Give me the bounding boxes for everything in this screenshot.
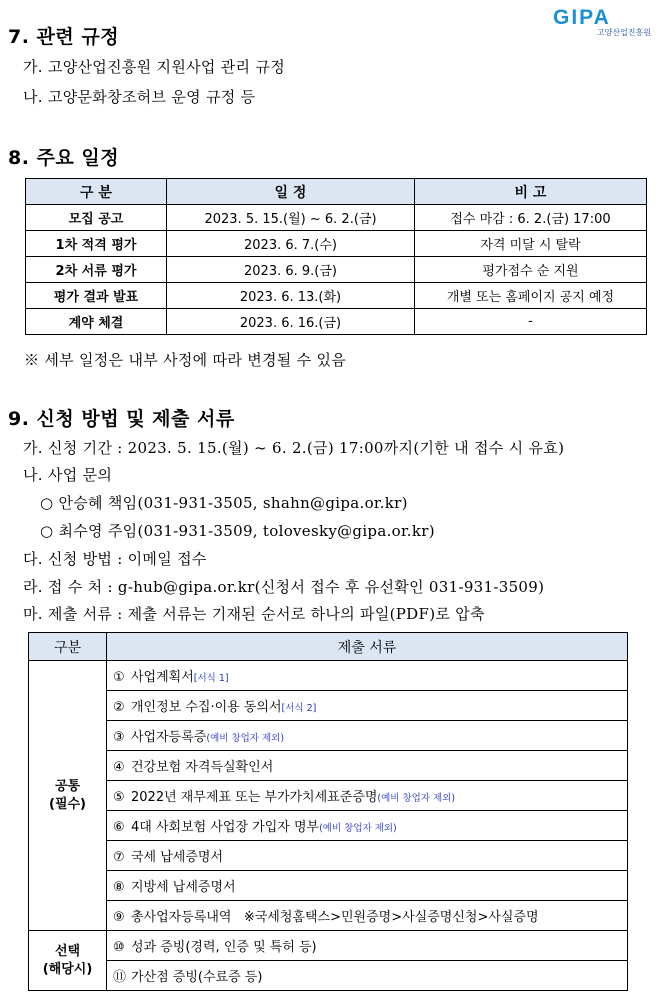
schedule-date: 2023. 5. 15.(월) ~ 6. 2.(금) — [167, 205, 415, 231]
schedule-category: 모집 공고 — [26, 205, 167, 231]
contact-ahn: ○ 안승혜 책임(031-931-3505, shahn@gipa.or.kr) — [40, 494, 408, 512]
group-optional-label: 선택 (해당시) — [42, 943, 93, 977]
logo-subtitle: 고양산업진흥원 — [596, 28, 651, 37]
section7-heading: 7. 관련 규정 — [8, 26, 120, 48]
table-row — [29, 841, 628, 871]
schedule-remark: 개별 또는 홈페이지 공지 예정 — [415, 283, 647, 309]
document-item: ⑧ 지방세 납세증명서 — [107, 871, 628, 901]
schedule-category: 평가 결과 발표 — [26, 283, 167, 309]
document-item: ③ 사업자등록증(예비 창업자 제외) — [107, 721, 628, 751]
schedule-category: 2차 서류 평가 — [26, 257, 167, 283]
table-row — [29, 811, 628, 841]
schedule-header-row — [26, 179, 647, 205]
document-item: ⑤ 2022년 재무제표 또는 부가가치세표준증명(예비 창업자 제외) — [107, 781, 628, 811]
business-inquiry: 나. 사업 문의 — [23, 466, 113, 484]
table-row — [29, 751, 628, 781]
table-row — [29, 961, 628, 991]
schedule-date: 2023. 6. 7.(수) — [167, 231, 415, 257]
documents-header-category: 구분 — [29, 633, 107, 661]
section7-item-2: 나. 고양문화창조허브 운영 규정 등 — [23, 88, 256, 106]
schedule-header-remark: 비 고 — [415, 179, 647, 205]
schedule-remark: 평가점수 순 지원 — [415, 257, 647, 283]
table-row — [26, 205, 647, 231]
table-row — [29, 661, 628, 691]
documents-header-row — [29, 633, 628, 661]
contact-choi: ○ 최수영 주임(031-931-3509, tolovesky@gipa.or.kr) — [40, 522, 435, 540]
schedule-note: ※ 세부 일정은 내부 사정에 따라 변경될 수 있음 — [24, 351, 347, 369]
table-row — [26, 231, 647, 257]
table-row — [29, 901, 628, 931]
document-item: ⑩ 성과 증빙(경력, 인증 및 특허 등) — [107, 931, 628, 961]
schedule-remark: - — [415, 309, 647, 335]
table-row — [26, 309, 647, 335]
table-row — [29, 721, 628, 751]
table-row — [29, 871, 628, 901]
documents-header-docs: 제출 서류 — [107, 633, 628, 661]
gipa-logo — [553, 6, 653, 38]
document-item: ④ 건강보험 자격득실확인서 — [107, 751, 628, 781]
section7-item-1: 가. 고양산업진흥원 지원사업 관리 규정 — [23, 58, 285, 76]
table-row — [29, 781, 628, 811]
document-item: ① 사업계획서[서식 1] — [107, 661, 628, 691]
application-method: 다. 신청 방법 : 이메일 접수 — [23, 550, 207, 568]
schedule-header-category: 구 분 — [26, 179, 167, 205]
document-item: ⑪ 가산점 증빙(수료증 등) — [107, 961, 628, 991]
schedule-date: 2023. 6. 16.(금) — [167, 309, 415, 335]
group-optional — [29, 931, 107, 991]
schedule-header-date: 일 정 — [167, 179, 415, 205]
schedule-remark: 자격 미달 시 탈락 — [415, 231, 647, 257]
schedule-table — [25, 178, 647, 335]
application-period: 가. 신청 기간 : 2023. 5. 15.(월) ~ 6. 2.(금) 17:00까지(기한 내 접수 시 유효) — [23, 439, 565, 457]
section9-heading: 9. 신청 방법 및 제출 서류 — [8, 408, 235, 430]
documents-table — [28, 632, 628, 991]
document-item: ⑨ 총사업자등록내역 ※국세청홈택스>민원증명>사실증명신청>사실증명 — [107, 901, 628, 931]
submission-address: 라. 접 수 처 : g-hub@gipa.or.kr(신청서 접수 후 유선확인 031-931-3509) — [23, 578, 545, 596]
document-item: ⑦ 국세 납세증명서 — [107, 841, 628, 871]
schedule-date: 2023. 6. 9.(금) — [167, 257, 415, 283]
group-required — [29, 661, 107, 931]
schedule-category: 1차 적격 평가 — [26, 231, 167, 257]
document-item: ② 개인정보 수집·이용 동의서[서식 2] — [107, 691, 628, 721]
submission-documents: 마. 제출 서류 : 제출 서류는 기재된 순서로 하나의 파일(PDF)로 압축 — [23, 605, 485, 623]
group-required-label: 공통 (필수) — [49, 778, 86, 812]
document-item: ⑥ 4대 사회보험 사업장 가입자 명부(예비 창업자 제외) — [107, 811, 628, 841]
table-row — [26, 283, 647, 309]
schedule-remark: 접수 마감 : 6. 2.(금) 17:00 — [415, 205, 647, 231]
table-row — [29, 931, 628, 961]
table-row — [26, 257, 647, 283]
section8-heading: 8. 주요 일정 — [8, 147, 120, 169]
schedule-category: 계약 체결 — [26, 309, 167, 335]
table-row — [29, 691, 628, 721]
logo-wordmark: GIPA — [553, 6, 611, 29]
schedule-date: 2023. 6. 13.(화) — [167, 283, 415, 309]
